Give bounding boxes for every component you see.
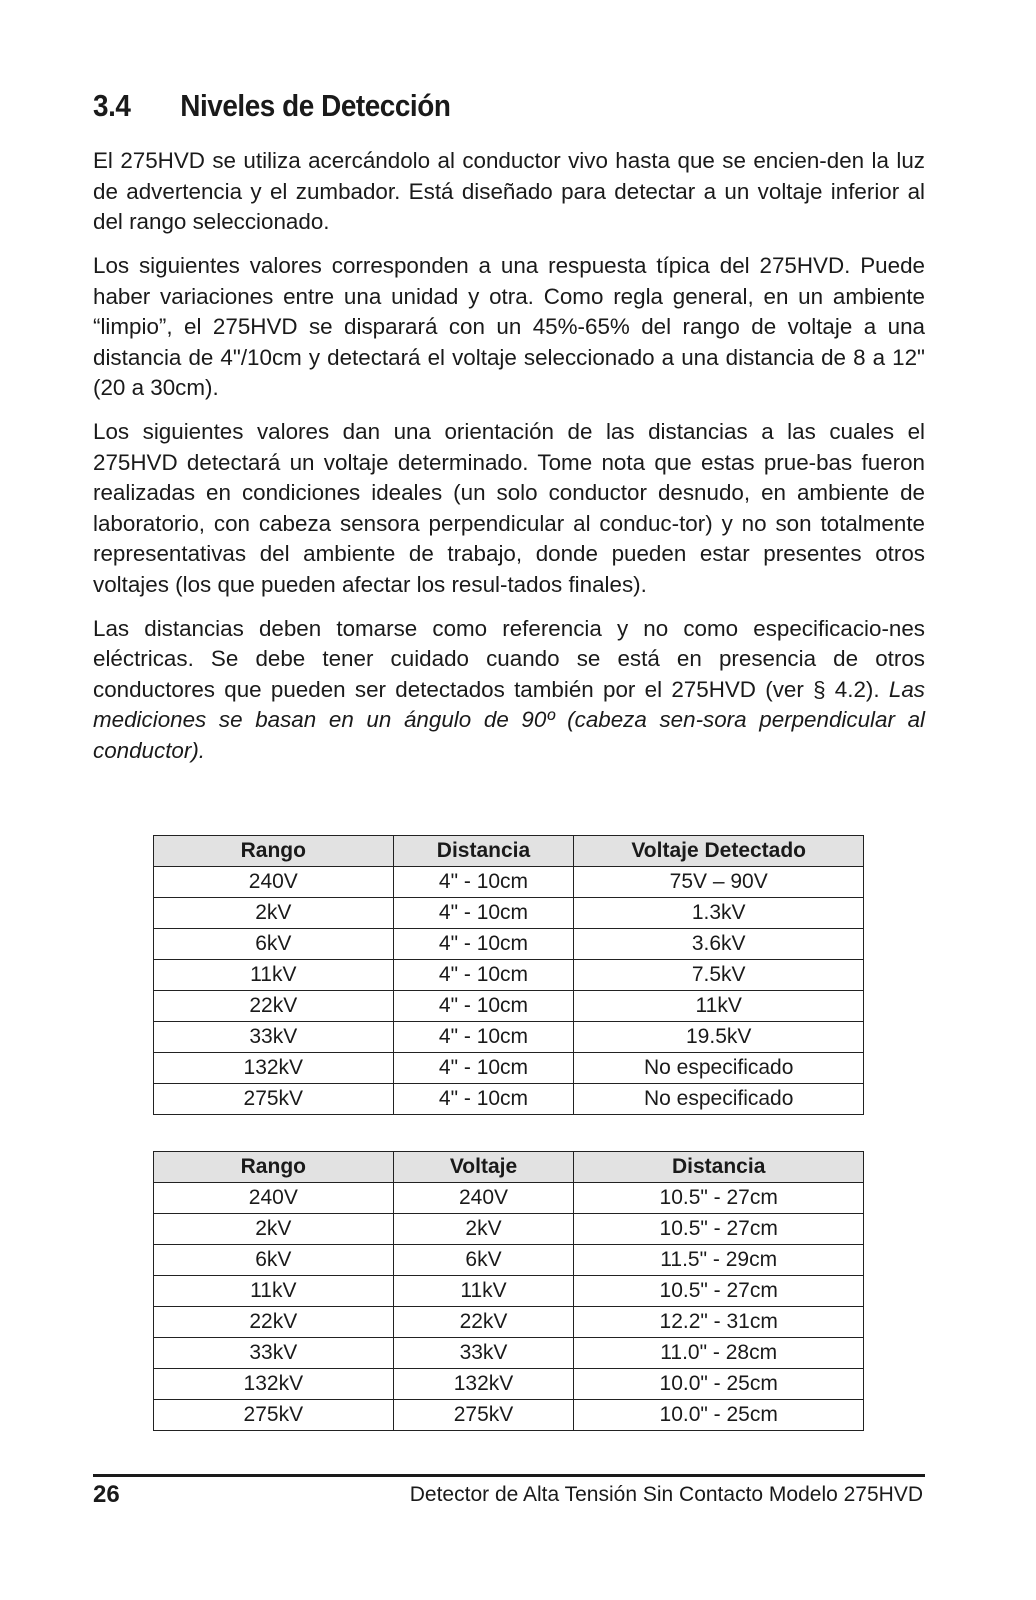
table-cell: 75V – 90V xyxy=(574,867,864,898)
footer-title: Detector de Alta Tensión Sin Contacto Modelo 275HVD xyxy=(409,1483,923,1506)
table-cell: 11.5" - 29cm xyxy=(574,1245,864,1276)
table-cell: 4" - 10cm xyxy=(393,991,574,1022)
table-cell: 10.0" - 25cm xyxy=(574,1369,864,1400)
table-row xyxy=(154,1214,864,1245)
table-cell: No especificado xyxy=(574,1084,864,1115)
table-row xyxy=(154,929,864,960)
table-cell: 240V xyxy=(154,867,394,898)
table-cell: 33kV xyxy=(154,1338,394,1369)
table-cell: 2kV xyxy=(393,1214,574,1245)
table-row xyxy=(154,867,864,898)
table-cell: 11kV xyxy=(393,1276,574,1307)
table-cell: 4" - 10cm xyxy=(393,1084,574,1115)
section-number: 3.4 xyxy=(93,88,131,123)
section-heading xyxy=(93,88,450,124)
table-header-row xyxy=(154,836,864,867)
table-row xyxy=(154,1400,864,1431)
table-cell: 132kV xyxy=(154,1369,394,1400)
table-cell: 10.5" - 27cm xyxy=(574,1183,864,1214)
table-cell: 240V xyxy=(393,1183,574,1214)
table-cell: 240V xyxy=(154,1183,394,1214)
table-cell: 2kV xyxy=(154,1214,394,1245)
paragraph: Los siguientes valores dan una orientación de las distancias a las cuales el 275HVD detectará un voltaje determinado. Tome nota que estas prue-bas fueron realizadas en condiciones ideales (un solo conductor desnudo, en ambiente de laboratorio, con cabeza sensora perpendicular al conduc-tor) y no son totalmente representativas del ambiente de trabajo, donde pueden estar presentes otros voltajes (los que pueden afectar los resul-tados finales). xyxy=(93,419,925,597)
table-cell: 4" - 10cm xyxy=(393,960,574,991)
table-cell: 3.6kV xyxy=(574,929,864,960)
table-row xyxy=(154,960,864,991)
table-cell: 275kV xyxy=(154,1400,394,1431)
paragraph xyxy=(93,614,925,767)
table-cell: 132kV xyxy=(393,1369,574,1400)
table-cell: 33kV xyxy=(393,1338,574,1369)
table-cell: 132kV xyxy=(154,1053,394,1084)
table-cell: 6kV xyxy=(154,1245,394,1276)
table-row xyxy=(154,1053,864,1084)
paragraph: El 275HVD se utiliza acercándolo al conductor vivo hasta que se encien-den la luz de advertencia y el zumbador. Está diseñado para detectar a un voltaje inferior al del rango seleccionado. xyxy=(93,148,925,234)
table-row xyxy=(154,1307,864,1338)
page-number: 26 xyxy=(93,1481,120,1508)
column-header: Voltaje xyxy=(393,1152,574,1183)
table-cell: 4" - 10cm xyxy=(393,929,574,960)
column-header: Rango xyxy=(154,1152,394,1183)
table-cell: 4" - 10cm xyxy=(393,898,574,929)
column-header: Distancia xyxy=(393,836,574,867)
section-title: Niveles de Detección xyxy=(180,88,451,123)
table-cell: 4" - 10cm xyxy=(393,867,574,898)
paragraph-italic-note: Las mediciones se basan en un ángulo de 90º (cabeza sen-sora perpendicular al conductor). xyxy=(93,676,925,763)
table-row xyxy=(154,898,864,929)
table-cell: 11kV xyxy=(574,991,864,1022)
table-cell: No especificado xyxy=(574,1053,864,1084)
table-cell: 7.5kV xyxy=(574,960,864,991)
table-cell: 2kV xyxy=(154,898,394,929)
table-cell: 4" - 10cm xyxy=(393,1053,574,1084)
table-cell: 1.3kV xyxy=(574,898,864,929)
table-cell: 11kV xyxy=(154,1276,394,1307)
table-cell: 275kV xyxy=(393,1400,574,1431)
table-cell: 22kV xyxy=(393,1307,574,1338)
table-row xyxy=(154,1276,864,1307)
table-row xyxy=(154,1369,864,1400)
table-row xyxy=(154,1183,864,1214)
column-header: Distancia xyxy=(574,1152,864,1183)
table-cell: 11kV xyxy=(154,960,394,991)
column-header: Voltaje Detectado xyxy=(574,836,864,867)
table-cell: 33kV xyxy=(154,1022,394,1053)
table-row xyxy=(154,991,864,1022)
table-cell: 275kV xyxy=(154,1084,394,1115)
table-row xyxy=(154,1084,864,1115)
table-cell: 22kV xyxy=(154,1307,394,1338)
table-cell: 6kV xyxy=(393,1245,574,1276)
table-cell: 12.2" - 31cm xyxy=(574,1307,864,1338)
column-header: Rango xyxy=(154,836,394,867)
body-text xyxy=(93,146,925,780)
table-cell: 10.5" - 27cm xyxy=(574,1276,864,1307)
table-cell: 22kV xyxy=(154,991,394,1022)
paragraph: Los siguientes valores corresponden a una respuesta típica del 275HVD. Puede haber variaciones entre una unidad y otra. Como regla general, en un ambiente “limpio”, el 275HVD se disparará con un 45%-65% del rango de voltaje a una distancia de 4"/10cm y detectará el voltaje seleccionado a una distancia de 8 a 12" (20 a 30cm). xyxy=(93,253,925,400)
footer-divider xyxy=(93,1474,925,1477)
table-cell: 11.0" - 28cm xyxy=(574,1338,864,1369)
table-header-row xyxy=(154,1152,864,1183)
table-cell: 4" - 10cm xyxy=(393,1022,574,1053)
table-cell: 10.0" - 25cm xyxy=(574,1400,864,1431)
paragraph-text: Las distancias deben tomarse como referencia y no como especificacio-nes eléctricas. Se debe tener cuidado cuando se está en presencia de otros conductores que pueden ser detectados también por el 275HVD (ver § 4.2). xyxy=(93,615,925,702)
detection-distance-table xyxy=(153,1151,864,1431)
table-row xyxy=(154,1022,864,1053)
table-row xyxy=(154,1338,864,1369)
table-cell: 10.5" - 27cm xyxy=(574,1214,864,1245)
table-cell: 19.5kV xyxy=(574,1022,864,1053)
detection-voltage-table xyxy=(153,835,864,1115)
table-cell: 6kV xyxy=(154,929,394,960)
table-row xyxy=(154,1245,864,1276)
